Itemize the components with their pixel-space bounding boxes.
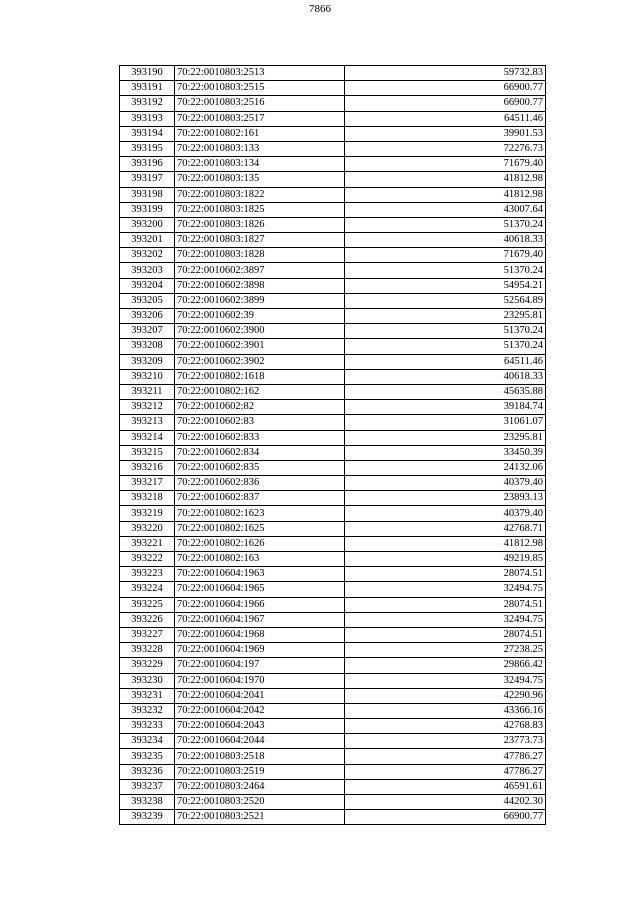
table-row xyxy=(120,795,546,810)
value-cell: 29866.42 xyxy=(345,658,546,673)
value-cell: 51370.24 xyxy=(345,263,546,278)
value-cell: 51370.24 xyxy=(345,339,546,354)
value-cell: 51370.24 xyxy=(345,324,546,339)
cadastral-number-cell: 70:22:0010602:83 xyxy=(175,415,345,430)
cadastral-number-cell: 70:22:0010604:2043 xyxy=(175,719,345,734)
cadastral-number-cell: 70:22:0010602:834 xyxy=(175,445,345,460)
cadastral-number-cell: 70:22:0010803:2513 xyxy=(175,66,345,81)
value-cell: 64511.46 xyxy=(345,111,546,126)
table-row xyxy=(120,248,546,263)
row-number-cell: 393212 xyxy=(120,400,175,415)
table-row xyxy=(120,309,546,324)
cadastral-number-cell: 70:22:0010602:833 xyxy=(175,430,345,445)
row-number-cell: 393200 xyxy=(120,217,175,232)
value-cell: 39184.74 xyxy=(345,400,546,415)
table-row xyxy=(120,445,546,460)
cadastral-number-cell: 70:22:0010602:3899 xyxy=(175,293,345,308)
value-cell: 54954.21 xyxy=(345,278,546,293)
cadastral-number-cell: 70:22:0010802:1623 xyxy=(175,506,345,521)
table-body xyxy=(120,66,546,825)
row-number-cell: 393197 xyxy=(120,172,175,187)
table-row xyxy=(120,734,546,749)
cadastral-number-cell: 70:22:0010802:161 xyxy=(175,126,345,141)
table-row xyxy=(120,111,546,126)
value-cell: 40618.33 xyxy=(345,369,546,384)
table-row xyxy=(120,202,546,217)
row-number-cell: 393209 xyxy=(120,354,175,369)
value-cell: 28074.51 xyxy=(345,597,546,612)
row-number-cell: 393232 xyxy=(120,703,175,718)
row-number-cell: 393201 xyxy=(120,233,175,248)
cadastral-number-cell: 70:22:0010802:163 xyxy=(175,552,345,567)
row-number-cell: 393208 xyxy=(120,339,175,354)
table-row xyxy=(120,96,546,111)
value-cell: 43366.16 xyxy=(345,703,546,718)
value-cell: 32494.75 xyxy=(345,582,546,597)
table-row xyxy=(120,141,546,156)
value-cell: 46591.61 xyxy=(345,779,546,794)
row-number-cell: 393226 xyxy=(120,612,175,627)
cadastral-number-cell: 70:22:0010602:82 xyxy=(175,400,345,415)
row-number-cell: 393231 xyxy=(120,688,175,703)
row-number-cell: 393234 xyxy=(120,734,175,749)
table-row xyxy=(120,719,546,734)
value-cell: 71679.40 xyxy=(345,248,546,263)
value-cell: 33450.39 xyxy=(345,445,546,460)
cadastral-number-cell: 70:22:0010604:2042 xyxy=(175,703,345,718)
value-cell: 40379.40 xyxy=(345,476,546,491)
row-number-cell: 393202 xyxy=(120,248,175,263)
cadastral-number-cell: 70:22:0010602:39 xyxy=(175,309,345,324)
table-row xyxy=(120,66,546,81)
table-row xyxy=(120,506,546,521)
row-number-cell: 393214 xyxy=(120,430,175,445)
value-cell: 43007.64 xyxy=(345,202,546,217)
table-row xyxy=(120,536,546,551)
row-number-cell: 393223 xyxy=(120,567,175,582)
cadastral-number-cell: 70:22:0010602:837 xyxy=(175,491,345,506)
row-number-cell: 393224 xyxy=(120,582,175,597)
page-number: 7866 xyxy=(309,3,331,15)
table-row xyxy=(120,263,546,278)
table-row xyxy=(120,324,546,339)
table-row xyxy=(120,400,546,415)
value-cell: 41812.98 xyxy=(345,536,546,551)
value-cell: 27238.25 xyxy=(345,643,546,658)
value-cell: 47786.27 xyxy=(345,764,546,779)
row-number-cell: 393211 xyxy=(120,384,175,399)
value-cell: 39901.53 xyxy=(345,126,546,141)
table-row xyxy=(120,552,546,567)
cadastral-number-cell: 70:22:0010602:3900 xyxy=(175,324,345,339)
row-number-cell: 393230 xyxy=(120,673,175,688)
value-cell: 42768.71 xyxy=(345,521,546,536)
cadastral-number-cell: 70:22:0010604:197 xyxy=(175,658,345,673)
cadastral-number-cell: 70:22:0010604:1965 xyxy=(175,582,345,597)
cadastral-number-cell: 70:22:0010802:1618 xyxy=(175,369,345,384)
cadastral-number-cell: 70:22:0010604:1968 xyxy=(175,627,345,642)
cadastral-number-cell: 70:22:0010602:3902 xyxy=(175,354,345,369)
value-cell: 40379.40 xyxy=(345,506,546,521)
row-number-cell: 393219 xyxy=(120,506,175,521)
row-number-cell: 393239 xyxy=(120,810,175,825)
cadastral-number-cell: 70:22:0010803:134 xyxy=(175,157,345,172)
value-cell: 32494.75 xyxy=(345,673,546,688)
value-cell: 72276.73 xyxy=(345,141,546,156)
table-row xyxy=(120,187,546,202)
table-row xyxy=(120,749,546,764)
row-number-cell: 393207 xyxy=(120,324,175,339)
value-cell: 42768.83 xyxy=(345,719,546,734)
value-cell: 32494.75 xyxy=(345,612,546,627)
value-cell: 59732.83 xyxy=(345,66,546,81)
value-cell: 64511.46 xyxy=(345,354,546,369)
table-row xyxy=(120,369,546,384)
row-number-cell: 393198 xyxy=(120,187,175,202)
table-row xyxy=(120,597,546,612)
registry-table xyxy=(119,65,546,825)
value-cell: 23295.81 xyxy=(345,430,546,445)
row-number-cell: 393215 xyxy=(120,445,175,460)
cadastral-number-cell: 70:22:0010803:135 xyxy=(175,172,345,187)
cadastral-number-cell: 70:22:0010803:1825 xyxy=(175,202,345,217)
table-row xyxy=(120,643,546,658)
cadastral-number-cell: 70:22:0010604:1963 xyxy=(175,567,345,582)
table-row xyxy=(120,278,546,293)
value-cell: 66900.77 xyxy=(345,810,546,825)
table-row xyxy=(120,476,546,491)
table-row xyxy=(120,612,546,627)
table-row xyxy=(120,233,546,248)
table-row xyxy=(120,658,546,673)
value-cell: 45635.88 xyxy=(345,384,546,399)
table-row xyxy=(120,157,546,172)
table-row xyxy=(120,764,546,779)
table-row xyxy=(120,415,546,430)
table-row xyxy=(120,673,546,688)
value-cell: 40618.33 xyxy=(345,233,546,248)
row-number-cell: 393236 xyxy=(120,764,175,779)
cadastral-number-cell: 70:22:0010803:2520 xyxy=(175,795,345,810)
table-row xyxy=(120,567,546,582)
row-number-cell: 393222 xyxy=(120,552,175,567)
row-number-cell: 393213 xyxy=(120,415,175,430)
cadastral-number-cell: 70:22:0010604:1967 xyxy=(175,612,345,627)
cadastral-number-cell: 70:22:0010602:3901 xyxy=(175,339,345,354)
row-number-cell: 393193 xyxy=(120,111,175,126)
table-row xyxy=(120,126,546,141)
table-row xyxy=(120,460,546,475)
table-row xyxy=(120,582,546,597)
row-number-cell: 393203 xyxy=(120,263,175,278)
value-cell: 71679.40 xyxy=(345,157,546,172)
row-number-cell: 393221 xyxy=(120,536,175,551)
row-number-cell: 393229 xyxy=(120,658,175,673)
row-number-cell: 393205 xyxy=(120,293,175,308)
value-cell: 23773.73 xyxy=(345,734,546,749)
cadastral-number-cell: 70:22:0010803:1822 xyxy=(175,187,345,202)
value-cell: 24132.06 xyxy=(345,460,546,475)
cadastral-number-cell: 70:22:0010803:2521 xyxy=(175,810,345,825)
table-row xyxy=(120,293,546,308)
value-cell: 42290.96 xyxy=(345,688,546,703)
cadastral-number-cell: 70:22:0010802:1625 xyxy=(175,521,345,536)
table-row xyxy=(120,688,546,703)
row-number-cell: 393235 xyxy=(120,749,175,764)
table-row xyxy=(120,703,546,718)
value-cell: 23295.81 xyxy=(345,309,546,324)
cadastral-number-cell: 70:22:0010604:1969 xyxy=(175,643,345,658)
cadastral-number-cell: 70:22:0010803:2517 xyxy=(175,111,345,126)
row-number-cell: 393228 xyxy=(120,643,175,658)
row-number-cell: 393195 xyxy=(120,141,175,156)
row-number-cell: 393220 xyxy=(120,521,175,536)
cadastral-number-cell: 70:22:0010803:2516 xyxy=(175,96,345,111)
table-row xyxy=(120,354,546,369)
cadastral-number-cell: 70:22:0010802:1626 xyxy=(175,536,345,551)
cadastral-number-cell: 70:22:0010803:1826 xyxy=(175,217,345,232)
cadastral-number-cell: 70:22:0010803:1827 xyxy=(175,233,345,248)
row-number-cell: 393227 xyxy=(120,627,175,642)
cadastral-number-cell: 70:22:0010802:162 xyxy=(175,384,345,399)
cadastral-number-cell: 70:22:0010604:2044 xyxy=(175,734,345,749)
cadastral-number-cell: 70:22:0010803:1828 xyxy=(175,248,345,263)
cadastral-number-cell: 70:22:0010602:3897 xyxy=(175,263,345,278)
table-row xyxy=(120,172,546,187)
value-cell: 49219.85 xyxy=(345,552,546,567)
row-number-cell: 393210 xyxy=(120,369,175,384)
row-number-cell: 393237 xyxy=(120,779,175,794)
value-cell: 51370.24 xyxy=(345,217,546,232)
table-row xyxy=(120,521,546,536)
value-cell: 41812.98 xyxy=(345,172,546,187)
value-cell: 47786.27 xyxy=(345,749,546,764)
table-row xyxy=(120,339,546,354)
row-number-cell: 393196 xyxy=(120,157,175,172)
cadastral-number-cell: 70:22:0010803:2518 xyxy=(175,749,345,764)
row-number-cell: 393192 xyxy=(120,96,175,111)
value-cell: 31061.07 xyxy=(345,415,546,430)
value-cell: 41812.98 xyxy=(345,187,546,202)
value-cell: 66900.77 xyxy=(345,96,546,111)
cadastral-number-cell: 70:22:0010602:835 xyxy=(175,460,345,475)
row-number-cell: 393216 xyxy=(120,460,175,475)
cadastral-number-cell: 70:22:0010604:2041 xyxy=(175,688,345,703)
row-number-cell: 393225 xyxy=(120,597,175,612)
row-number-cell: 393191 xyxy=(120,81,175,96)
row-number-cell: 393217 xyxy=(120,476,175,491)
table-row xyxy=(120,430,546,445)
table-row xyxy=(120,779,546,794)
value-cell: 66900.77 xyxy=(345,81,546,96)
cadastral-number-cell: 70:22:0010604:1970 xyxy=(175,673,345,688)
row-number-cell: 393204 xyxy=(120,278,175,293)
value-cell: 44202.30 xyxy=(345,795,546,810)
row-number-cell: 393238 xyxy=(120,795,175,810)
table-row xyxy=(120,81,546,96)
value-cell: 28074.51 xyxy=(345,627,546,642)
row-number-cell: 393206 xyxy=(120,309,175,324)
row-number-cell: 393190 xyxy=(120,66,175,81)
row-number-cell: 393199 xyxy=(120,202,175,217)
table-row xyxy=(120,810,546,825)
row-number-cell: 393218 xyxy=(120,491,175,506)
cadastral-number-cell: 70:22:0010602:836 xyxy=(175,476,345,491)
cadastral-number-cell: 70:22:0010604:1966 xyxy=(175,597,345,612)
cadastral-number-cell: 70:22:0010803:2515 xyxy=(175,81,345,96)
row-number-cell: 393233 xyxy=(120,719,175,734)
cadastral-number-cell: 70:22:0010602:3898 xyxy=(175,278,345,293)
table-row xyxy=(120,627,546,642)
row-number-cell: 393194 xyxy=(120,126,175,141)
table-row xyxy=(120,217,546,232)
table-row xyxy=(120,384,546,399)
value-cell: 28074.51 xyxy=(345,567,546,582)
value-cell: 52564.89 xyxy=(345,293,546,308)
cadastral-number-cell: 70:22:0010803:133 xyxy=(175,141,345,156)
cadastral-number-cell: 70:22:0010803:2464 xyxy=(175,779,345,794)
cadastral-number-cell: 70:22:0010803:2519 xyxy=(175,764,345,779)
table-row xyxy=(120,491,546,506)
value-cell: 23893.13 xyxy=(345,491,546,506)
